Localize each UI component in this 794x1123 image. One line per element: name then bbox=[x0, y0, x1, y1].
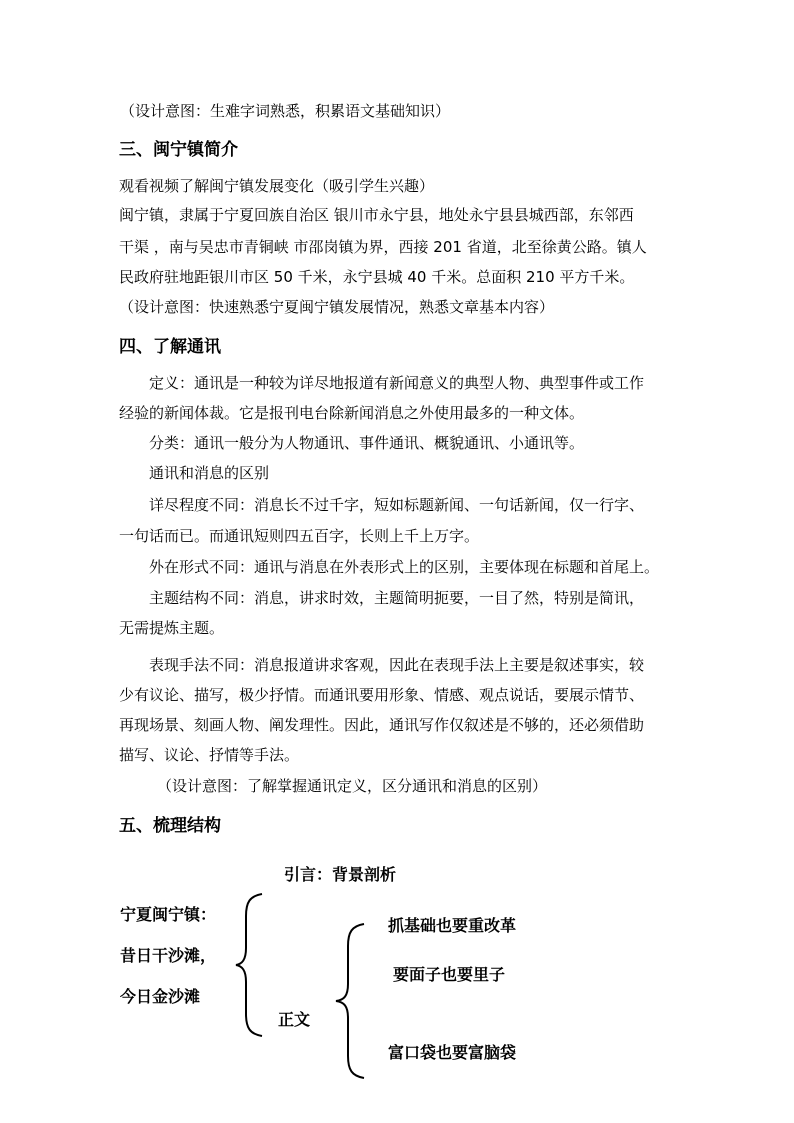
structure-left-line-2: 昔日干沙滩， bbox=[120, 946, 217, 965]
section-4-detail-line-2: 一句话而已。而通讯短则四五百字，长则上千上万字。 bbox=[119, 527, 480, 545]
section-4-title: 四、了解通讯 bbox=[119, 337, 221, 357]
note-design-intent-3: （设计意图：了解掌握通讯定义，区分通讯和消息的区别） bbox=[157, 777, 548, 795]
section-4-definition-line-2: 经验的新闻体裁。它是报刊电台除新闻消息之外使用最多的一种文体。 bbox=[119, 404, 585, 422]
section-3-title: 三、闽宁镇简介 bbox=[119, 140, 238, 160]
section-4-definition-line-1: 定义：通讯是一种较为详尽地报道有新闻意义的典型人物、典型事件或工作 bbox=[149, 374, 645, 392]
section-3-intro-line-1: 闽宁镇，隶属于宁夏回族自治区 银川市永宁县，地处永宁县县城西部，东邻西 bbox=[119, 206, 634, 224]
section-3-intro-line-3: 民政府驻地距银川市区 50 千米，永宁县城 40 千米。总面积 210 平方千米。 bbox=[119, 268, 635, 286]
section-4-form-line: 外在形式不同：通讯与消息在外表形式上的区别，主要体现在标题和首尾上。 bbox=[149, 558, 660, 576]
section-4-technique-line-4: 描写、议论、抒情等手法。 bbox=[119, 746, 300, 764]
note-design-intent-1: （设计意图：生难字词熟悉，积累语文基础知识） bbox=[120, 102, 451, 120]
structure-right-brace bbox=[334, 922, 374, 1080]
section-4-technique-line-2: 少有议论、描写，极少抒情。而通讯要用形象、情感、观点说话，要展示情节、 bbox=[119, 686, 645, 704]
section-4-theme-line-2: 无需提炼主题。 bbox=[119, 619, 225, 637]
note-design-intent-2: （设计意图：快速熟悉宁夏闽宁镇发展情况，熟悉文章基本内容） bbox=[119, 298, 555, 316]
structure-left-brace bbox=[234, 892, 274, 1038]
section-4-theme-line-1: 主题结构不同：消息，讲求时效，主题简明扼要，一目了然，特别是简讯， bbox=[149, 589, 645, 607]
section-3-video-line: 观看视频了解闽宁镇发展变化（吸引学生兴趣） bbox=[119, 177, 435, 195]
structure-intro: 引言：背景剖析 bbox=[284, 865, 397, 884]
structure-left-line-1: 宁夏闽宁镇： bbox=[120, 905, 217, 924]
section-5-title: 五、梳理结构 bbox=[119, 816, 221, 836]
section-4-technique-line-3: 再现场景、刻画人物、阐发理性。因此，通讯写作仅叙述是不够的，还必须借助 bbox=[119, 716, 645, 734]
structure-item-2: 要面子也要里子 bbox=[393, 965, 506, 984]
structure-body-label: 正文 bbox=[278, 1010, 311, 1029]
structure-left-line-3: 今日金沙滩 bbox=[120, 987, 201, 1006]
structure-item-1: 抓基础也要重改革 bbox=[388, 916, 517, 935]
structure-item-3: 富口袋也要富脑袋 bbox=[388, 1043, 517, 1062]
section-4-detail-line-1: 详尽程度不同：消息长不过千字，短如标题新闻、一句话新闻，仅一行字、 bbox=[149, 496, 645, 514]
section-4-difference-heading: 通讯和消息的区别 bbox=[149, 464, 270, 482]
section-4-classification: 分类：通讯一般分为人物通讯、事件通讯、概貌通讯、小通讯等。 bbox=[149, 434, 585, 452]
section-4-technique-line-1: 表现手法不同：消息报道讲求客观，因此在表现手法上主要是叙述事实，较 bbox=[149, 656, 645, 674]
section-3-intro-line-2: 干渠 ，南与吴忠市青铜峡 市邵岗镇为界，西接 201 省道，北至徐黄公路。镇人 bbox=[119, 238, 647, 256]
